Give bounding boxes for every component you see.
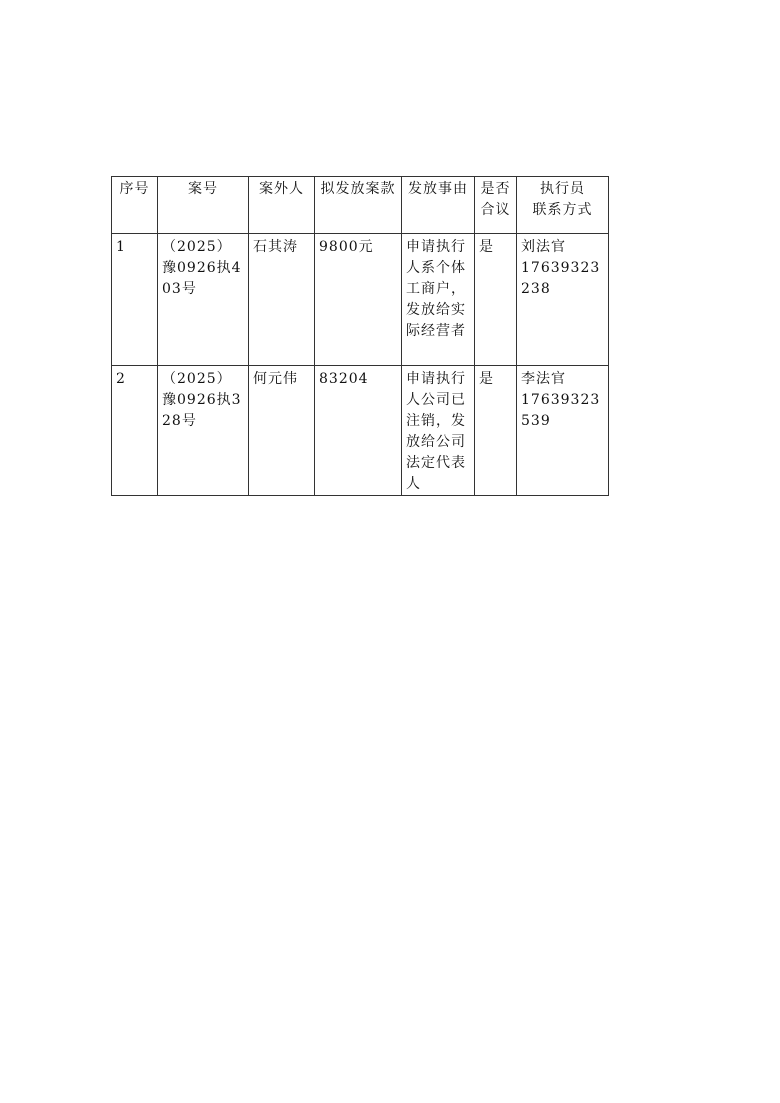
header-amount: 拟发放案款: [315, 177, 402, 234]
cell-reason: 申请执行人公司已注销，发放给公司法定代表人: [402, 366, 475, 496]
header-officer: [517, 177, 609, 234]
officer-phone: 17639323238: [521, 260, 601, 297]
header-reason: 发放事由: [402, 177, 475, 234]
cell-case-no: （2025）豫0926执403号: [158, 234, 249, 366]
cell-agree: 是: [475, 366, 517, 496]
cell-seq: 2: [112, 366, 158, 496]
officer-name: 李法官: [521, 371, 566, 387]
table-row: [112, 366, 609, 496]
officer-phone: 17639323539: [521, 392, 601, 429]
header-agree: [475, 177, 517, 234]
table-row: [112, 234, 609, 366]
cell-seq: 1: [112, 234, 158, 366]
cell-agree: 是: [475, 234, 517, 366]
header-agree-line1: 是否: [480, 181, 511, 197]
case-payment-table: [111, 176, 609, 496]
cell-outsider: 石其涛: [249, 234, 315, 366]
header-officer-line1: 执行员: [540, 181, 585, 197]
cell-amount: 83204: [315, 366, 402, 496]
table-header-row: [112, 177, 609, 234]
cell-case-no: （2025）豫0926执328号: [158, 366, 249, 496]
cell-officer: [517, 366, 609, 496]
header-agree-line2: 合议: [480, 202, 511, 218]
cell-reason: 申请执行人系个体工商户，发放给实际经营者: [402, 234, 475, 366]
officer-name: 刘法官: [521, 239, 566, 255]
header-outsider: 案外人: [249, 177, 315, 234]
cell-outsider: 何元伟: [249, 366, 315, 496]
header-seq: 序号: [112, 177, 158, 234]
cell-amount: 9800元: [315, 234, 402, 366]
cell-officer: [517, 234, 609, 366]
header-officer-line2: 联系方式: [532, 202, 593, 218]
header-case-no: 案号: [158, 177, 249, 234]
